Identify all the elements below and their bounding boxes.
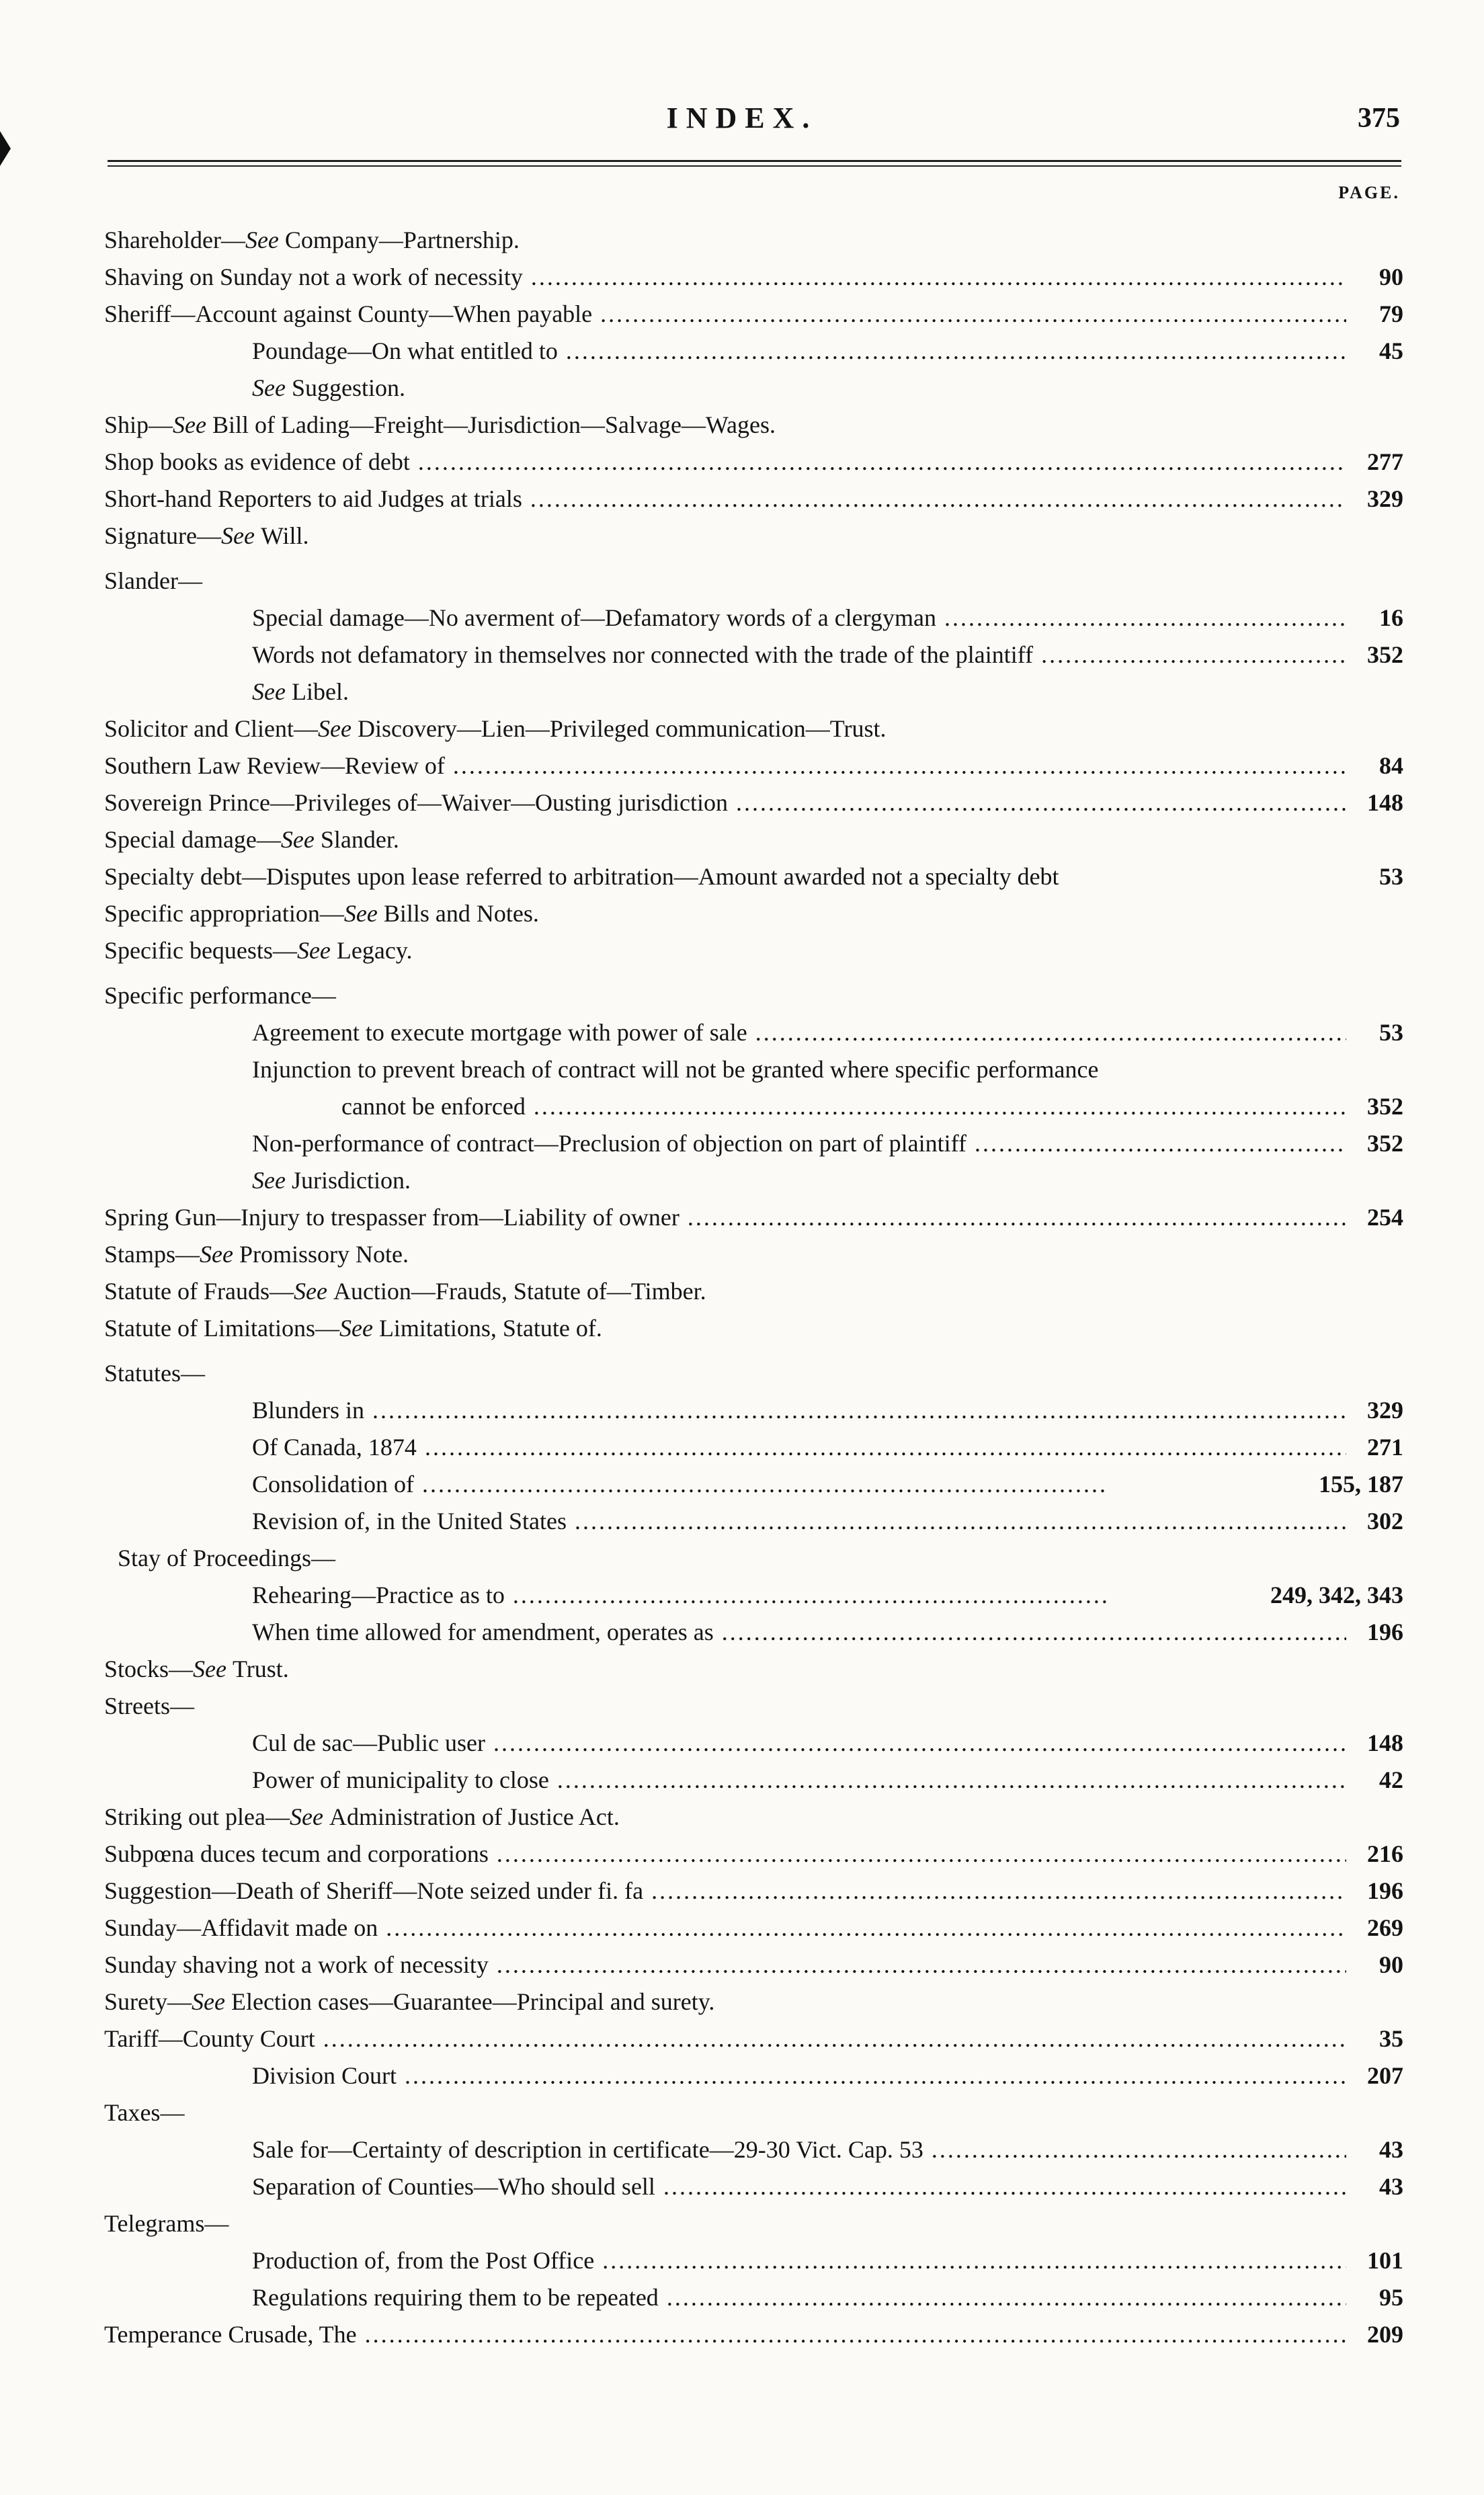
index-entry [0,2205,1484,2242]
entry-text: Agreement to execute mortgage with power of sale ..... [252,1014,1346,1051]
index-entry [0,2131,1484,2168]
entry-page: 271 [1367,1434,1403,1461]
entry-page: 196 [1367,1877,1403,1904]
entry-text: Sunday—Affidavit made on ..... [104,1910,1346,1947]
entry-page: 45 [1379,337,1403,364]
index-entry [0,1577,1484,1614]
entry-text: Slander— [104,567,202,594]
entry-text: When time allowed for amendment, operates as ..... [252,1614,1346,1651]
index-entry [0,821,1484,858]
entry-text: Streets— [104,1692,194,1719]
page-number: 375 [1358,103,1400,134]
entry-text: Shop books as evidence of debt ..... [104,444,1346,481]
index-entry [0,1614,1484,1651]
entry-page: 155, 187 [1319,1471,1403,1498]
index-entry [0,2279,1484,2316]
index-entry [0,784,1484,821]
page-column-label: PAGE. [1338,183,1400,202]
index-entry [0,1310,1484,1347]
index-entry [0,1392,1484,1429]
entry-page: 216 [1367,1840,1403,1867]
index-entry [0,1429,1484,1466]
entry-text: Power of municipality to close ..... [252,1762,1346,1799]
index-entry [0,2020,1484,2057]
index-entry [0,600,1484,637]
entry-text: Shareholder—See Company—Partnership. [104,227,520,253]
entry-page: 277 [1367,448,1403,475]
index-entry [0,1236,1484,1273]
entry-page: 53 [1379,1019,1403,1046]
index-entry [0,518,1484,555]
entry-page: 43 [1379,2173,1403,2200]
entry-page: 249, 342, 343 [1270,1582,1403,1608]
entry-text: Division Court ..... [252,2057,1346,2094]
index-entry [0,563,1484,600]
entry-text: cannot be enforced ..... [341,1088,1346,1125]
index-entry [0,1125,1484,1162]
entry-text: Sovereign Prince—Privileges of—Waiver—Ousting jurisdiction ..... [104,784,1346,821]
header-rule-thin [108,165,1401,167]
index-entry [0,1910,1484,1947]
entry-text: Specific performance— [104,982,336,1009]
entry-text: Surety—See Election cases—Guarantee—Principal and surety. [104,1988,715,2015]
entry-text: Subpœna duces tecum and corporations ..... [104,1836,1346,1873]
entry-text: Statute of Limitations—See Limitations, Statute of. [104,1315,602,1342]
index-entry [0,1873,1484,1910]
entry-page: 352 [1367,641,1403,668]
index-entry [0,1762,1484,1799]
entry-text: Signature—See Will. [104,522,309,549]
entry-page: 148 [1367,789,1403,816]
index-entry [0,481,1484,518]
index-entry [0,1051,1484,1088]
entry-page: 302 [1367,1508,1403,1535]
entry-text: Stay of Proceedings— [118,1545,335,1571]
index-entry [0,1688,1484,1725]
entry-text: Temperance Crusade, The ..... [104,2316,1346,2353]
index-entry [0,1199,1484,1236]
entry-text: Sunday shaving not a work of necessity ..... [104,1947,1346,1983]
entry-page: 196 [1367,1619,1403,1645]
entry-page: 329 [1367,485,1403,512]
index-entry [0,370,1484,407]
entry-text: Taxes— [104,2099,185,2126]
entry-text: Suggestion—Death of Sheriff—Note seized under fi. fa ..... [104,1873,1346,1910]
entry-text: Statutes— [104,1360,205,1387]
entry-text: Stocks—See Trust. [104,1655,289,1682]
entry-page: 42 [1379,1766,1403,1793]
entry-text: Specific appropriation—See Bills and Notes. [104,900,539,927]
entry-text: Specific bequests—See Legacy. [104,937,413,964]
entry-text: Solicitor and Client—See Discovery—Lien—Privileged communication—Trust. [104,715,887,742]
entry-text: Non-performance of contract—Preclusion of objection on part of plaintiff ..... [252,1125,1346,1162]
index-entry [0,1983,1484,2020]
entry-text: See Jurisdiction. [252,1167,411,1194]
index-entry [0,407,1484,444]
entry-text: Striking out plea—See Administration of Justice Act. [104,1803,620,1830]
index-entry [0,932,1484,969]
entry-text: Separation of Counties—Who should sell ..... [252,2168,1346,2205]
index-entry [0,2242,1484,2279]
index-entry [0,858,1484,895]
index-entry [0,1503,1484,1540]
entry-text: Shaving on Sunday not a work of necessity ..... [104,259,1346,296]
entry-text: Rehearing—Practice as to ..... [252,1577,1108,1614]
index-entry [0,222,1484,259]
index-entry [0,2057,1484,2094]
index-entry [0,1725,1484,1762]
running-title: INDEX. [666,101,818,134]
entry-text: Statute of Frauds—See Auction—Frauds, Statute of—Timber. [104,1278,706,1305]
index-entry [0,1651,1484,1688]
page-header [0,93,1484,153]
index-entry [0,333,1484,370]
entry-page: 352 [1367,1130,1403,1157]
entry-page: 269 [1367,1914,1403,1941]
index-entry [0,1466,1484,1503]
entry-text: Revision of, in the United States ..... [252,1503,1346,1540]
index-entry [0,2168,1484,2205]
index-entry [0,1014,1484,1051]
entry-text: See Libel. [252,678,349,705]
header-rule [108,160,1401,162]
entry-page: 95 [1379,2284,1403,2311]
index-entry [0,1799,1484,1836]
entry-text: Special damage—No averment of—Defamatory words of a clergyman ..... [252,600,1346,637]
entry-page: 84 [1379,752,1403,779]
entry-page: 101 [1367,2247,1403,2274]
entry-page: 53 [1379,863,1403,890]
index-entry [0,637,1484,673]
entry-text: Sale for—Certainty of description in certificate—29-30 Vict. Cap. 53 ..... [252,2131,1346,2168]
entry-text: Blunders in ..... [252,1392,1346,1429]
index-entry [0,1836,1484,1873]
entry-text: Cul de sac—Public user ..... [252,1725,1346,1762]
entry-text: Spring Gun—Injury to trespasser from—Liability of owner ..... [104,1199,1346,1236]
index-entry [0,747,1484,784]
entry-page: 352 [1367,1093,1403,1120]
index-entry [0,710,1484,747]
index-entry [0,296,1484,333]
entry-text: Production of, from the Post Office ..... [252,2242,1346,2279]
index-entry [0,673,1484,710]
entry-page: 43 [1379,2136,1403,2163]
entry-page: 79 [1379,300,1403,327]
entry-page: 209 [1367,2321,1403,2348]
entry-page: 90 [1379,263,1403,290]
entry-text: Southern Law Review—Review of ..... [104,747,1346,784]
entry-page: 329 [1367,1397,1403,1424]
entry-text: Injunction to prevent breach of contract will not be granted where specific performance [252,1056,1099,1083]
entry-page: 35 [1379,2025,1403,2052]
index-entry [0,1162,1484,1199]
entry-text: Telegrams— [104,2210,229,2237]
entry-page: 90 [1379,1951,1403,1978]
index-entry [0,259,1484,296]
entry-page: 207 [1367,2062,1403,2089]
entry-page: 148 [1367,1729,1403,1756]
index-entry [0,2094,1484,2131]
entry-text: Sheriff—Account against County—When payable ..... [104,296,1346,333]
entry-text: Poundage—On what entitled to ..... [252,333,1346,370]
index-entry [0,895,1484,932]
entry-page: 254 [1367,1204,1403,1231]
entry-text: Ship—See Bill of Lading—Freight—Jurisdiction—Salvage—Wages. [104,411,776,438]
index-entry [0,977,1484,1014]
index-entry [0,1947,1484,1983]
index-entry [0,1355,1484,1392]
index-entry [0,444,1484,481]
entry-text: Of Canada, 1874 ..... [252,1429,1346,1466]
entry-text: Specialty debt—Disputes upon lease referred to arbitration—Amount awarded not a specialty debt [104,863,1059,890]
entry-page: 16 [1379,604,1403,631]
entry-text: Short-hand Reporters to aid Judges at trials ..... [104,481,1346,518]
entry-text: Special damage—See Slander. [104,826,399,853]
entry-text: Tariff—County Court ..... [104,2020,1346,2057]
entry-text: Words not defamatory in themselves nor connected with the trade of the plaintiff ..... [252,637,1346,673]
index-entry [0,2316,1484,2353]
entry-text: Stamps—See Promissory Note. [104,1241,409,1268]
index-entry [0,1273,1484,1310]
entry-text: See Suggestion. [252,374,405,401]
index-entry [0,1540,1484,1577]
entry-text: Regulations requiring them to be repeated ..... [252,2279,1346,2316]
entry-text: Consolidation of ..... [252,1466,1108,1503]
index-entry [0,1088,1484,1125]
